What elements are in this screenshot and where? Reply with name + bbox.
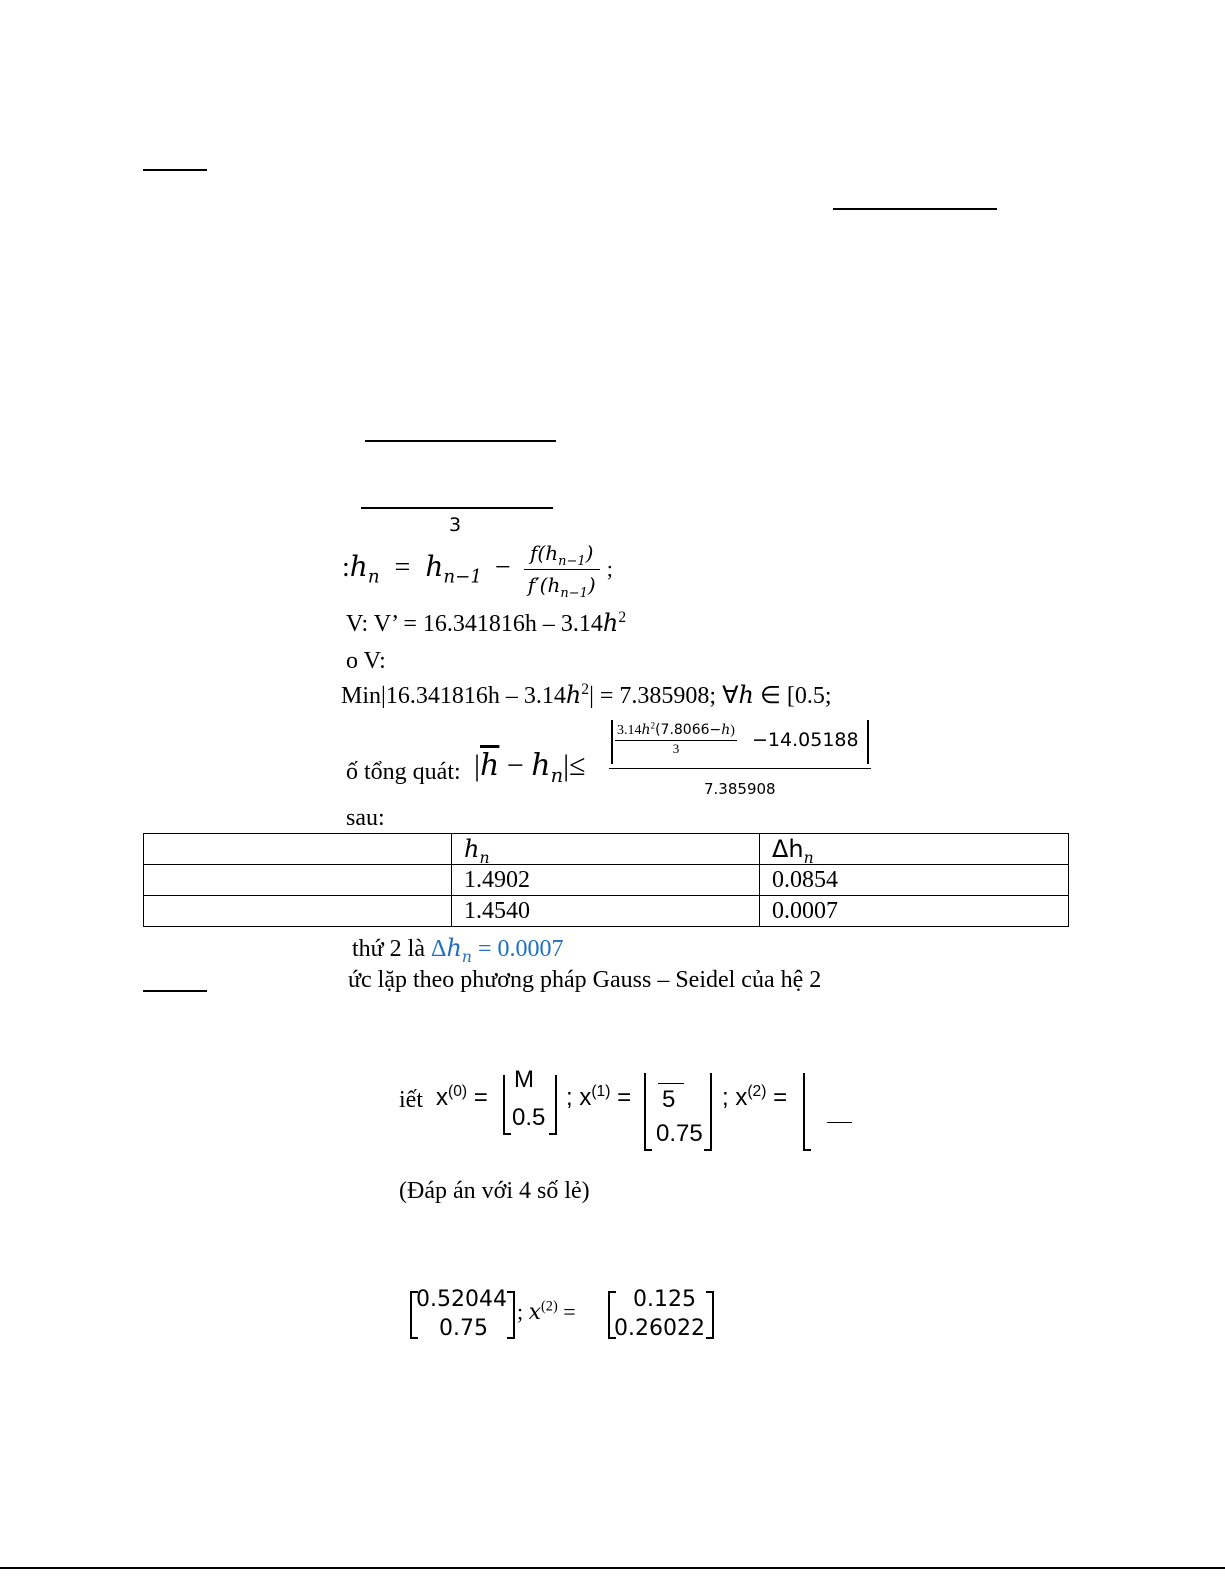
x1-bottom: 0.75 (656, 1120, 703, 1147)
derivative-text: V: V’ = 16.341816h – 3.14 (346, 611, 603, 637)
table-header-row (144, 834, 1069, 865)
page-bottom-rule (0, 1567, 1225, 1569)
vector-prefix: iết (399, 1087, 423, 1113)
ans-x2-sup: (2) (541, 1298, 558, 1315)
results-table (143, 833, 1069, 927)
underline-5 (143, 990, 207, 992)
table-row (144, 896, 1069, 927)
fraction-denominator-close: ) (587, 573, 596, 597)
x2-sup: (2) (747, 1083, 767, 1100)
fraction-denominator-sub: n−1 (560, 586, 588, 601)
underline-2 (833, 208, 997, 210)
ans-x2 (517, 1299, 576, 1325)
fraction-numerator: f(h (529, 541, 559, 565)
error-big-numerator-bar-right (867, 720, 869, 764)
x0-sup: (0) (448, 1083, 468, 1100)
ans-v1-top: 0.52044 (416, 1287, 507, 1312)
inner-close: ) (730, 723, 735, 738)
result-delta: Δ (431, 936, 447, 962)
derivative-exp: 2 (618, 609, 627, 626)
result-sub: n (461, 947, 472, 966)
table-header-cell (452, 834, 760, 865)
ans-v1-bottom: 0.75 (439, 1316, 488, 1341)
table-cell: 1.4540 (452, 896, 760, 927)
formula-fraction (524, 541, 600, 601)
underline-1 (143, 169, 207, 171)
min-var2: h (738, 681, 754, 709)
formula-minus: − (494, 551, 511, 583)
min-var: h (565, 681, 582, 709)
formula-prev-sub: n−1 (443, 566, 482, 588)
formula-suffix: ; (606, 555, 613, 581)
header-dh-sub: n (803, 848, 814, 867)
x1-sup: (1) (591, 1083, 611, 1100)
x1-top-bar (658, 1083, 684, 1084)
x2-eq: = (773, 1084, 788, 1111)
min-prefix: Min|16.341816h – 3.14 (341, 683, 566, 709)
x1-label (566, 1084, 631, 1112)
x0-bracket-right (549, 1075, 557, 1135)
error-hbar: $\overline{h}$ (480, 748, 500, 783)
inner-num: 3.14 (617, 723, 642, 738)
page-number: 3 (449, 514, 462, 536)
formula-lhs: h (349, 549, 368, 583)
error-lhs (474, 748, 586, 787)
error-minus: − (499, 749, 532, 782)
x0-x: x (436, 1084, 448, 1111)
x0-top: M (514, 1066, 534, 1093)
x0-eq: = (473, 1084, 488, 1111)
underline-4 (361, 507, 553, 509)
fraction-numerator-close: ) (585, 541, 594, 565)
formula-lhs-sub: n (367, 566, 380, 588)
min-line (341, 681, 832, 710)
error-lhs-open: | (474, 749, 481, 782)
gauss-line: ức lặp theo phương pháp Gauss – Seidel của hệ 2 (348, 967, 822, 993)
formula-eq: = (394, 551, 411, 583)
x1-top: 5 (662, 1086, 676, 1113)
result-value: = 0.0007 (471, 936, 564, 962)
x1-bracket-right (704, 1073, 712, 1151)
inner-exp: 2 (650, 720, 656, 731)
fraction-numerator-sub: n−1 (558, 554, 586, 569)
ans-x2-label: x (528, 1300, 542, 1325)
error-hn: h (531, 748, 551, 783)
table-cell (144, 865, 452, 896)
x0-label (436, 1084, 488, 1112)
result-var: h (446, 934, 462, 962)
x2-sep: ; (722, 1084, 729, 1111)
x2-x: x (735, 1084, 748, 1111)
header-h: h (464, 834, 480, 863)
x0-bracket-left (503, 1075, 511, 1135)
ans-v2-bracket-right (706, 1291, 714, 1339)
table-intro: sau: (346, 805, 385, 831)
error-line-label: ố tổng quát: (346, 759, 461, 785)
x1-x: x (579, 1084, 592, 1111)
result-text: thứ 2 là (352, 936, 431, 962)
table-cell: 1.4902 (452, 865, 760, 896)
error-hn-sub: n (550, 764, 564, 787)
ans-v2-bottom: 0.26022 (614, 1316, 705, 1341)
error-inner-fraction (615, 722, 737, 757)
newton-formula (342, 541, 613, 601)
x2-label (722, 1084, 787, 1112)
second-derivative-line: o V: (346, 648, 386, 674)
inner-paren: (7.8066− (655, 722, 722, 738)
table-cell (144, 896, 452, 927)
x2-bracket-left (803, 1073, 811, 1151)
x2-dash (827, 1122, 852, 1123)
result-line (352, 934, 564, 966)
min-exp: 2 (581, 681, 590, 698)
ans-eq: = (557, 1299, 576, 1324)
x1-eq: = (617, 1084, 632, 1111)
inner-var2: h (721, 722, 731, 738)
error-denominator: 7.385908 (704, 780, 776, 798)
derivative-line (346, 609, 626, 638)
underline-3 (365, 440, 556, 442)
inner-tail: −14.05188 (752, 729, 859, 751)
x0-bottom: 0.5 (512, 1104, 546, 1131)
formula-prefix: : (342, 551, 350, 583)
header-h-sub: n (479, 848, 490, 867)
fraction-denominator: f′(h (527, 573, 561, 597)
table-header-cell (760, 834, 1069, 865)
table-row (144, 865, 1069, 896)
min-suffix: | = 7.385908; ∀ (589, 683, 739, 709)
table-header-cell (144, 834, 452, 865)
answer-note: (Đáp án với 4 số lẻ) (399, 1178, 590, 1204)
ans-sep: ; (517, 1299, 529, 1324)
ans-v2-top: 0.125 (633, 1287, 696, 1312)
min-range: ∈ [0.5; (753, 683, 832, 709)
table-cell: 0.0854 (760, 865, 1069, 896)
inner-var: h (641, 722, 651, 738)
formula-prev: h (425, 549, 444, 583)
ans-v1-bracket-right (507, 1291, 515, 1339)
error-big-numerator-bar-left (611, 720, 613, 764)
error-fraction-bar (609, 768, 871, 769)
x1-sep: ; (566, 1084, 573, 1111)
derivative-var: h (602, 609, 619, 637)
error-lhs-close: |≤ (563, 749, 586, 782)
header-dh: Δh (772, 834, 804, 863)
x1-bracket-left (644, 1073, 652, 1151)
table-cell: 0.0007 (760, 896, 1069, 927)
inner-den: 3 (672, 741, 680, 756)
